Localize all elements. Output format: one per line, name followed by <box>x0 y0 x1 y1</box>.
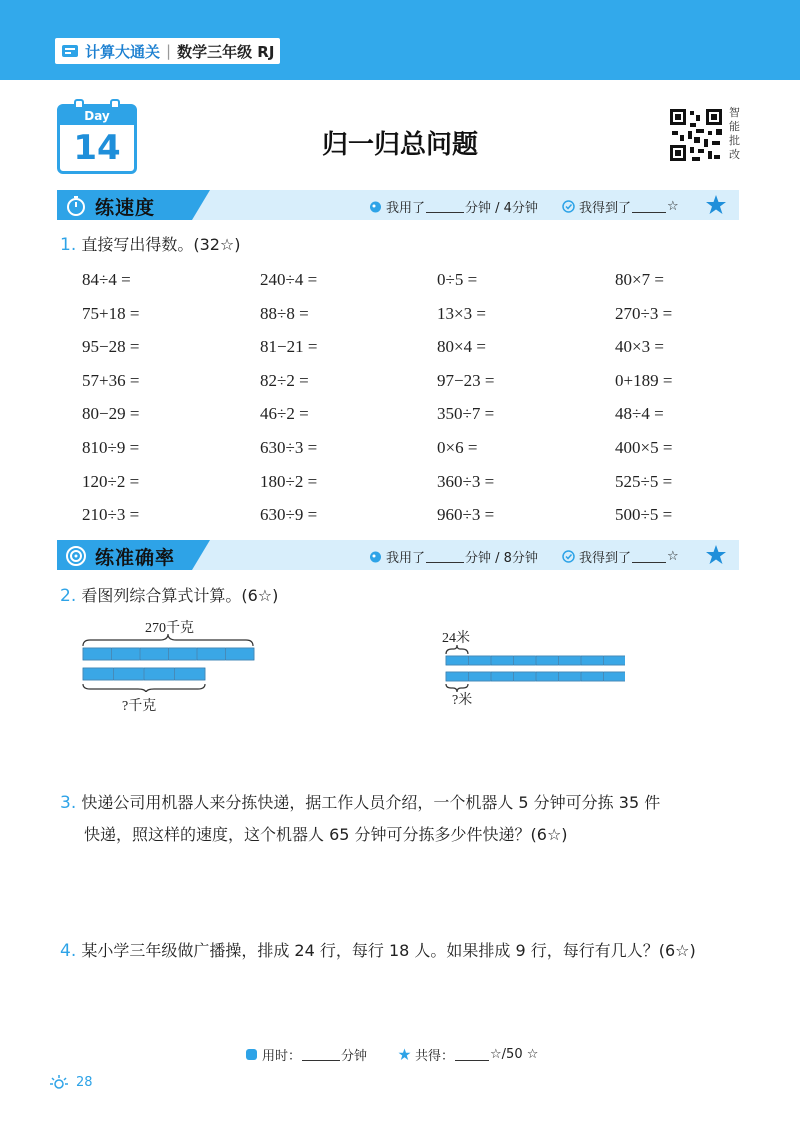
bar-segment <box>581 672 604 681</box>
page-number: 28 <box>76 1075 93 1090</box>
score-prefix: 我得到了 <box>579 551 632 566</box>
bar-segment <box>536 672 559 681</box>
series-separator: | <box>166 42 172 60</box>
qr-code-icon[interactable] <box>668 107 724 163</box>
bar-segment <box>144 668 175 680</box>
calc-item: 48÷4 = <box>615 404 664 424</box>
calc-item: 46÷2 = <box>260 404 309 424</box>
time-prefix: 我用了 <box>386 201 426 216</box>
bar-segment <box>514 672 537 681</box>
bar-segment <box>114 668 145 680</box>
question-3 <box>60 787 750 851</box>
bar-segment <box>491 672 514 681</box>
diagram-left-bottom-label: ?千克 <box>122 699 157 714</box>
question-text: 直接写出得数。(32☆) <box>81 235 241 254</box>
calc-item: 97−23 = <box>437 370 495 390</box>
calc-item: 120÷2 = <box>82 471 140 491</box>
stopwatch-icon <box>65 195 87 217</box>
target-icon <box>65 545 87 567</box>
bar-segment <box>559 656 582 665</box>
score-got <box>562 547 679 566</box>
star-icon <box>705 194 727 216</box>
calc-item: 810÷9 = <box>82 438 140 457</box>
section-speed-bar <box>57 190 739 220</box>
bar-segment <box>112 648 141 660</box>
calc-item: 82÷2 = <box>260 370 309 390</box>
bar-segment <box>536 656 559 665</box>
day-label: Day <box>60 107 134 125</box>
calc-item: 630÷3 = <box>260 438 318 457</box>
calc-item: 80−29 = <box>82 404 140 424</box>
drop-icon <box>369 550 382 563</box>
bar-diagram-right <box>440 644 625 694</box>
time-prefix: 我用了 <box>386 551 426 566</box>
calc-item: 95−28 = <box>82 337 140 357</box>
calc-item: 84÷4 = <box>82 270 131 289</box>
qr-label: 智能批改 <box>729 106 740 161</box>
bar-segment <box>514 656 537 665</box>
score-suffix: ☆ <box>667 199 679 214</box>
question-number: 4. <box>60 941 77 961</box>
footer-time-blank[interactable] <box>302 1048 340 1061</box>
star-icon <box>398 1048 411 1061</box>
calc-item: 400×5 = <box>615 438 673 457</box>
calc-item: 270÷3 = <box>615 303 673 323</box>
score-suffix: ☆ <box>667 549 679 564</box>
question-text: 某小学三年级做广播操，排成 24 行，每行 18 人。如果排成 9 行，每行有几人？(6☆) <box>81 941 696 960</box>
section-title: 练准确率 <box>95 547 176 569</box>
calc-item: 80×7 = <box>615 270 664 289</box>
calc-item: 500÷5 = <box>615 505 673 525</box>
question-text: 看图列综合算式计算。(6☆) <box>81 586 279 605</box>
sun-icon <box>46 1074 72 1092</box>
calc-item: 81−21 = <box>260 337 318 357</box>
time-used <box>369 547 538 566</box>
calc-item: 13×3 = <box>437 303 486 323</box>
calc-item: 0×6 = <box>437 438 478 457</box>
bar-segment <box>446 672 469 681</box>
bar-segment <box>604 672 626 681</box>
footer-total-blank[interactable] <box>455 1048 489 1061</box>
footer-time <box>245 1045 367 1064</box>
diagram-right-top-label: 24米 <box>442 631 470 646</box>
calc-item: 57+36 = <box>82 370 140 390</box>
question-number: 3. <box>60 793 77 813</box>
calc-item: 0+189 = <box>615 370 673 390</box>
calc-item: 360÷3 = <box>437 471 495 491</box>
calc-item: 960÷3 = <box>437 505 495 525</box>
series-grade: 数学三年级 RJ <box>177 42 275 61</box>
section-accuracy-bar <box>57 540 739 570</box>
bar-segment <box>175 668 206 680</box>
calc-item: 525÷5 = <box>615 471 673 491</box>
day-badge <box>57 104 137 174</box>
calc-item: 240÷4 = <box>260 270 318 289</box>
bar-segment <box>604 656 626 665</box>
footer-time-unit: 分钟 <box>341 1049 368 1064</box>
bar-segment <box>469 656 492 665</box>
bar-segment <box>581 656 604 665</box>
calc-item: 80×4 = <box>437 337 486 357</box>
diagram-left-top-label: 270千克 <box>145 621 194 636</box>
series-name: 计算大通关 <box>85 42 161 61</box>
series-badge <box>55 38 280 64</box>
page-title: 归一归总问题 <box>321 130 478 160</box>
bar-segment <box>197 648 226 660</box>
check-circle-icon <box>562 550 575 563</box>
bar-segment <box>446 656 469 665</box>
calc-item: 210÷3 = <box>82 505 140 525</box>
footer-total-label: 共得： <box>415 1049 455 1064</box>
bar-segment <box>140 648 169 660</box>
section-tab-edge <box>192 190 210 220</box>
bar-diagram-left <box>80 632 260 692</box>
diagram-right-bottom-label: ?米 <box>452 693 473 708</box>
footer-total-suffix: ☆/50 ☆ <box>490 1047 539 1062</box>
star-icon <box>705 544 727 566</box>
time-blank[interactable] <box>426 200 464 213</box>
time-blank[interactable] <box>426 550 464 563</box>
bar-segment <box>469 672 492 681</box>
bar-segment <box>169 648 198 660</box>
calc-item: 630÷9 = <box>260 505 318 525</box>
book-icon <box>61 43 79 59</box>
score-got <box>562 197 679 216</box>
question-4 <box>60 935 750 967</box>
question-text-line2: 快递，照这样的速度，这个机器人 65 分钟可分拣多少件快递？(6☆) <box>84 825 568 844</box>
bar-segment <box>83 668 114 680</box>
score-blank[interactable] <box>632 200 666 213</box>
score-blank[interactable] <box>632 550 666 563</box>
question-2 <box>60 583 278 606</box>
bar-segment <box>83 648 112 660</box>
time-used <box>369 197 538 216</box>
day-number: 14 <box>73 128 121 168</box>
section-tab-edge <box>192 540 210 570</box>
bar-segment <box>491 656 514 665</box>
bar-segment <box>559 672 582 681</box>
time-suffix: 分钟 / 4分钟 <box>465 201 538 216</box>
check-circle-icon <box>562 200 575 213</box>
score-prefix: 我得到了 <box>579 201 632 216</box>
calc-item: 350÷7 = <box>437 404 495 424</box>
calc-item: 180÷2 = <box>260 471 318 491</box>
question-text-line1: 快递公司用机器人来分拣快递，据工作人员介绍，一个机器人 5 分钟可分拣 35 件 <box>81 793 661 812</box>
calc-item: 0÷5 = <box>437 270 478 289</box>
footer-time-label: 用时： <box>262 1049 302 1064</box>
drop-icon <box>369 200 382 213</box>
bar-segment <box>226 648 255 660</box>
time-suffix: 分钟 / 8分钟 <box>465 551 538 566</box>
footer-total <box>398 1045 538 1064</box>
question-number: 2. <box>60 586 77 606</box>
section-title: 练速度 <box>95 197 156 219</box>
calc-item: 40×3 = <box>615 337 664 357</box>
question-1 <box>60 232 241 255</box>
question-number: 1. <box>60 235 77 255</box>
calc-item: 88÷8 = <box>260 303 309 323</box>
clock-icon <box>245 1048 258 1061</box>
calc-item: 75+18 = <box>82 303 140 323</box>
